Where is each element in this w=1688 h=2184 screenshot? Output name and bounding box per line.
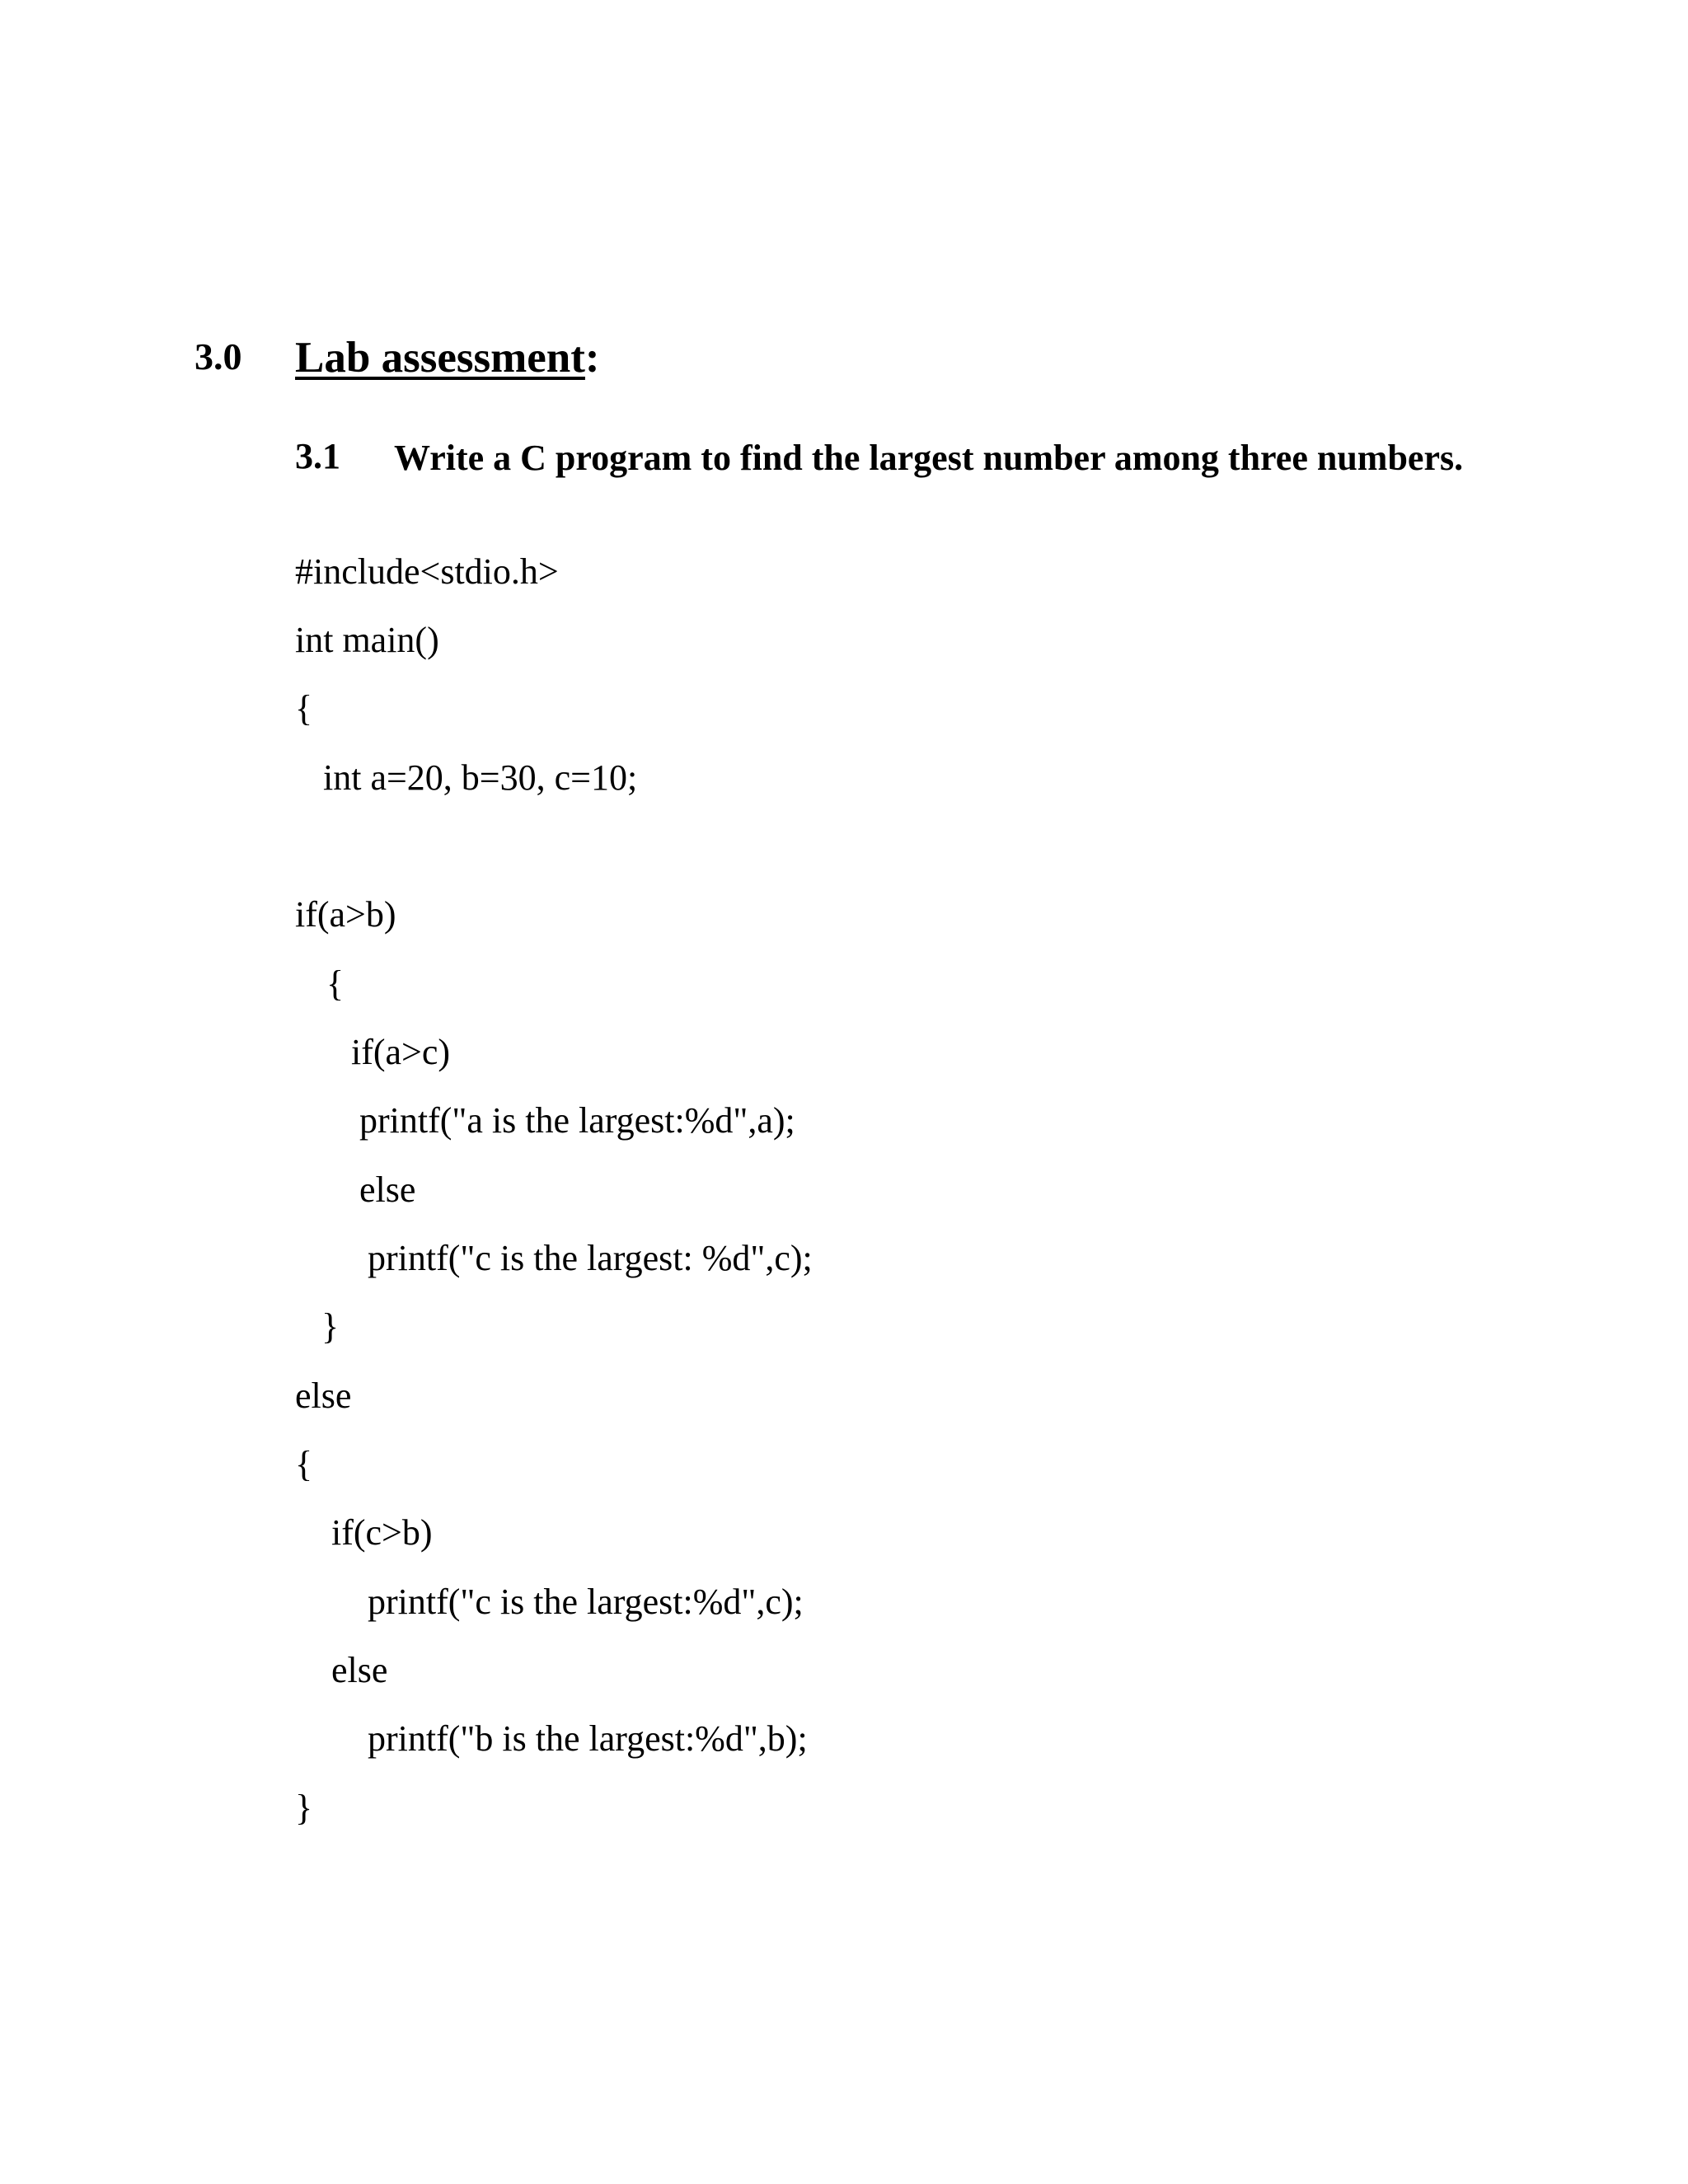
code-line-main: int main() [295,620,439,660]
code-line-close-brace-inner: } [321,1306,340,1347]
code-line-printf-b: printf("b is the largest:%d",b); [368,1718,808,1759]
code-line-printf-c-2: printf("c is the largest:%d",c); [368,1582,804,1622]
question-text: Write a C program to find the largest number among three numbers. [394,438,1464,478]
code-line-open-brace-inner: { [326,963,345,1004]
code-line-else-inner: else [359,1169,416,1210]
code-line-printf-c: printf("c is the largest: %d",c); [368,1238,813,1278]
code-line-close-brace: } [295,1788,313,1828]
code-line-include: #include<stdio.h> [295,551,559,592]
section-number: 3.0 [195,335,242,377]
code-line-open-brace-else: { [295,1444,313,1484]
code-line-if-a-gt-c: if(a>c) [351,1032,451,1072]
section-title-colon: : [584,334,600,382]
code-line-else-2: else [331,1650,388,1690]
code-line-if-c-gt-b: if(c>b) [331,1512,433,1553]
section-title-text: Lab assessment [295,334,585,382]
code-line-printf-a: printf("a is the largest:%d",a); [359,1100,795,1141]
code-line-if-a-gt-b: if(a>b) [295,894,396,935]
question-number: 3.1 [295,436,340,476]
section-title [295,336,600,380]
code-line-declarations: int a=20, b=30, c=10; [323,757,638,798]
code-line-open-brace: { [295,688,313,729]
code-line-else: else [295,1376,352,1416]
